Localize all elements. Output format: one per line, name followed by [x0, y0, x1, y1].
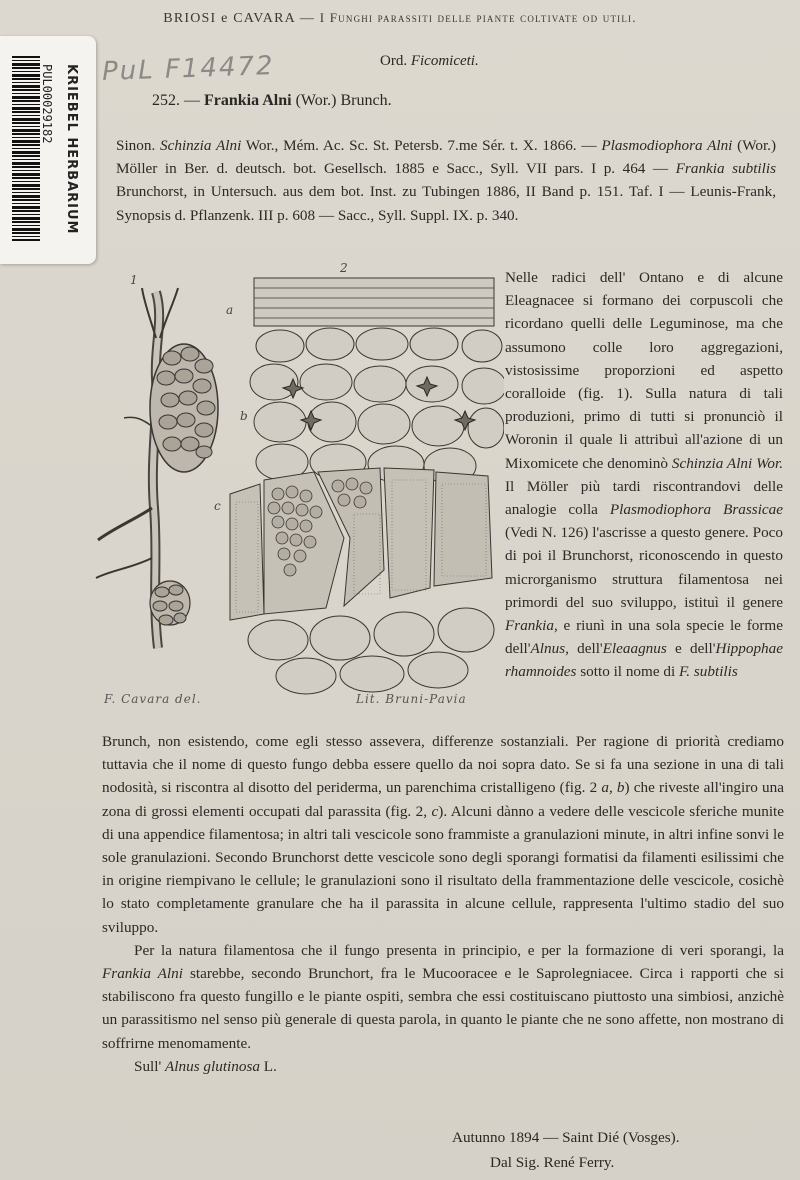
- description-paragraph-2: [102, 939, 784, 1055]
- collector: Dal Sig. René Ferry.: [490, 1154, 615, 1171]
- order-name: Ficomiceti.: [410, 53, 479, 69]
- text-run: (Vedi N. 126) l'ascrisse a questo genere. Poco di poi il Brunchorst, riconoscendo in questo microrganismo struttura filamentosa nei primordi del suo sviluppo, istituì il genere: [505, 524, 783, 611]
- barcode-icon: [12, 56, 40, 241]
- italic-run: Alnus glutinosa: [165, 1057, 260, 1075]
- text-run: starebbe, secondo Brunchort, fra le Mucooracee e le Saprolegniacee. Circa i rapporti che si stabiliscono fra questo fungillo e le piante ospiti, sembra che essi costituiscano piuttosto una simbiosi, anzichè un parassitismo nel senso più generale di questa parola, in quanto le piante che ne sono affette, non mostrano di soffrirne menomamente.: [102, 965, 784, 1052]
- italic-run: Alnus,: [530, 640, 569, 658]
- text-run: e dell': [666, 640, 716, 658]
- text-run: Sull': [134, 1057, 166, 1075]
- species-heading: [152, 92, 392, 110]
- fig2-tissue-section: [230, 278, 504, 694]
- text-run: dell': [568, 640, 603, 658]
- illustrator-credit: F. Cavara del.: [104, 692, 202, 706]
- description-paragraph: [505, 266, 783, 684]
- figure-label-c: c: [214, 499, 221, 513]
- handwritten-accession: PuL F14472: [101, 50, 276, 88]
- order-prefix: Ord.: [380, 53, 408, 69]
- text-run: Il Möller più tardi riscontrandovi delle analogie colla: [505, 477, 783, 519]
- synonym-citation: e Sacc., Syll. VII pars. I p. 464 —: [432, 160, 676, 178]
- synonyms-label: Sinon.: [116, 137, 156, 154]
- synonym-name: Frankia subtilis: [675, 160, 777, 178]
- description-paragraph-1: [102, 730, 784, 939]
- synonym-citation: Brunchorst, in Untersuch. aus dem bot. Inst. zu Tubingen 1886, II Band p. 151. Taf. I — Leunis-Frank, Synopsis d. Pflanzenk. III p. 608 — Sacc., Syll. Suppl. IX. p. 340.: [116, 183, 776, 224]
- collection-date-place: Autunno 1894 — Saint Dié (Vosges).: [452, 1129, 680, 1146]
- synonym-citation: (Wor.) Möller in Ber. d. deutsch. bot. Gesellsch. 1885: [116, 137, 777, 178]
- text-run: Per la natura filamentosa che il fungo presenta in principio, e per la formazione di veri sporangi, la: [134, 941, 784, 959]
- synonym-citation: Wor., Mém. Ac. Sc. St. Petersb. 7.me Sér. t. X. 1866. —: [241, 137, 597, 154]
- figure-label-a: a: [226, 303, 234, 317]
- barcode-number: PUL00029182: [40, 64, 54, 144]
- text-run: Nelle radici dell' Ontano e di alcune Eleagnacee si formano dei corpuscoli che ricordano quelli delle Leguminose, ma che assumono colle loro aggregazioni, vistosissime proporzioni ed aspetto coralloide (fig. 1). Sulla natura di tali produzioni, primo di tutti si pronunciò il Woronin il quale li attribuì all'azione di un Mixomicete che denominò: [505, 269, 783, 472]
- order-line: [380, 53, 479, 70]
- header-authors: BRIOSI e CAVARA: [163, 11, 296, 26]
- species-name: Frankia Alni: [204, 92, 292, 109]
- page-header: [0, 10, 800, 27]
- specimen-barcode-label: [0, 36, 96, 264]
- text-run: Brunch, non esistendo, come egli stesso assevera, differenze sostanziali. Per ragione di priorità crediamo tuttavia che il nome di questo fungo debba essere quello da noi sopra dato. Se si fa una sezione in una di tali nodosità, si riscontra al disotto del periderma, un parenchima cristalligeno (fig. 2: [102, 733, 784, 797]
- italic-run: Schinzia Alni Wor.: [671, 454, 783, 472]
- figure-label-b: b: [240, 409, 248, 423]
- header-series-title: I Funghi parassiti delle piante coltivate od utili.: [319, 10, 637, 25]
- text-run: , e riunì in una sola specie le forme dell': [505, 617, 783, 658]
- synonym-name: Plasmodiophora Alni: [601, 137, 733, 154]
- italic-run: Plasmodiophora Brassicae: [609, 501, 783, 519]
- fig1-root-nodules: [96, 288, 218, 648]
- italic-run: Frankia Alni: [102, 965, 183, 983]
- italic-run: Hippophae rhamnoides: [505, 640, 783, 681]
- italic-run: Frankia: [505, 617, 554, 635]
- botanical-illustration: [94, 258, 504, 718]
- description-main-text: [102, 730, 784, 1078]
- species-authority: (Wor.) Brunch.: [295, 92, 392, 109]
- italic-run: c: [431, 802, 439, 820]
- text-run: ) che riveste all'ingiro una zona di grossi elementi occupati dal parassita (fig. 2,: [102, 779, 784, 820]
- description-right-column: [505, 266, 783, 684]
- species-number: 252. —: [152, 92, 200, 109]
- synonym-name: Schinzia Alni: [160, 137, 242, 154]
- italic-run: a, b: [601, 779, 625, 797]
- figure-label-1: 1: [130, 273, 138, 287]
- italic-run: F. subtilis: [678, 663, 738, 681]
- header-separator: —: [299, 11, 316, 26]
- text-run: L.: [259, 1057, 277, 1075]
- herbarium-name: KRIEBEL HERBARIUM: [64, 64, 79, 235]
- text-run: sotto il nome di: [576, 663, 679, 681]
- figure-label-2: 2: [340, 261, 348, 275]
- synonyms-block: [116, 134, 776, 227]
- host-plant-line: [102, 1055, 784, 1078]
- lithographer-credit: Lit. Bruni-Pavia: [356, 692, 467, 706]
- text-run: ). Alcuni dànno a vedere delle vescicole sferiche munite di una appendice filamentosa; in altri tali vescicole sono frammiste a granulazioni minute, in altri infine sonvi le sole granulazioni. Secondo Brunchorst dette vescicole sono degli sporangi formatisi da filamenti esilissimi che in origine riempivano le cellule; le granulazioni sono il risultato della frammentazione delle vescicole, cosichè lo stato completamente granulare che ha il parassita in alcune cellule, rappresenta l'ultimo stadio del suo sviluppo.: [102, 802, 784, 936]
- italic-run: Eleaagnus: [602, 640, 667, 658]
